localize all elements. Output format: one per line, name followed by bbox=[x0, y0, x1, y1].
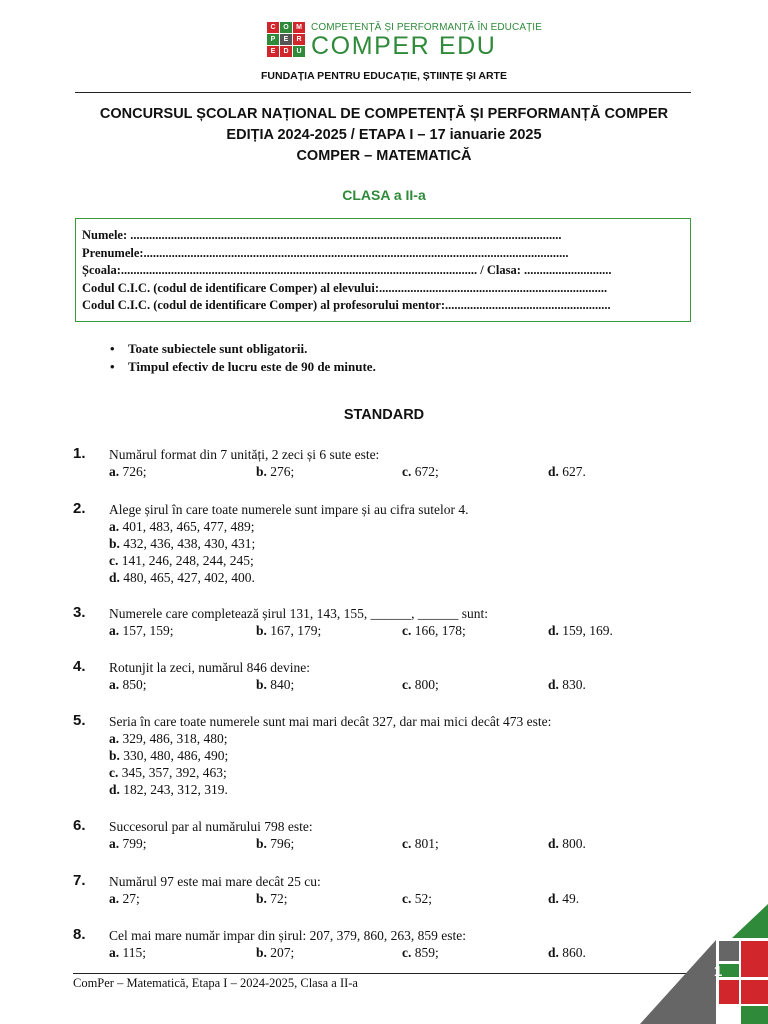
option-b[interactable]: b. 72; bbox=[256, 891, 288, 906]
option-a[interactable]: a. 850; bbox=[109, 677, 147, 692]
corner-gray-triangle bbox=[640, 940, 716, 1024]
class-label: CLASA a II-a bbox=[342, 187, 426, 203]
surname-field[interactable]: Prenumele:........................................................................................................................................ bbox=[82, 245, 569, 260]
logo-tile: M bbox=[293, 22, 305, 33]
question-text: Seria în care toate numerele sunt mai mari decât 327, dar mai mici decât 473 este: bbox=[109, 714, 552, 729]
logo-tile: U bbox=[293, 46, 305, 57]
option-c[interactable]: c. 345, 357, 392, 463; bbox=[109, 765, 227, 780]
question-text: Cel mai mare număr impar din șirul: 207, 379, 860, 263, 859 este: bbox=[109, 928, 466, 943]
answer-options bbox=[109, 676, 669, 693]
question-number: 4. bbox=[73, 658, 86, 675]
footer-divider bbox=[73, 973, 713, 974]
title-line-2: EDIȚIA 2024-2025 / ETAPA I – 17 ianuarie 2025 bbox=[226, 127, 542, 143]
option-c[interactable]: c. 800; bbox=[402, 677, 439, 692]
corner-red-square bbox=[741, 980, 768, 1004]
logo-tile: P bbox=[267, 34, 279, 45]
logo-tile: O bbox=[280, 22, 292, 33]
option-c[interactable]: c. 52; bbox=[402, 891, 433, 906]
option-d[interactable]: d. 627. bbox=[548, 464, 586, 479]
corner-page-badge bbox=[719, 941, 739, 961]
option-a[interactable]: a. 329, 486, 318, 480; bbox=[109, 731, 228, 746]
logo-text bbox=[311, 22, 542, 59]
mentor-code-field[interactable]: Codul C.I.C. (codul de identificare Comper) al profesorului mentor:..................................................... bbox=[82, 298, 611, 313]
rule-item: • Timpul efectiv de lucru este de 90 de minute. bbox=[108, 358, 376, 376]
option-a[interactable]: a. 115; bbox=[109, 945, 146, 960]
logo-tile: D bbox=[280, 46, 292, 57]
corner-green-square bbox=[741, 1006, 768, 1024]
header-divider bbox=[75, 92, 691, 93]
logo-tile: E bbox=[267, 46, 279, 57]
question-number: 5. bbox=[73, 712, 86, 729]
option-d[interactable]: d. 830. bbox=[548, 677, 586, 692]
option-d[interactable]: d. 480, 465, 427, 402, 400. bbox=[109, 570, 255, 585]
option-c[interactable]: c. 859; bbox=[402, 945, 439, 960]
option-c[interactable]: c. 166, 178; bbox=[402, 623, 466, 638]
corner-decoration bbox=[640, 904, 768, 1024]
contest-title bbox=[0, 104, 768, 167]
logo-tile: R bbox=[293, 34, 305, 45]
comper-logo bbox=[267, 22, 542, 59]
option-d[interactable]: d. 49. bbox=[548, 891, 580, 906]
option-c[interactable]: c. 801; bbox=[402, 836, 439, 851]
option-a[interactable]: a. 27; bbox=[109, 891, 140, 906]
option-b[interactable]: b. 796; bbox=[256, 836, 295, 851]
option-a[interactable]: a. 157, 159; bbox=[109, 623, 174, 638]
answer-options bbox=[109, 835, 669, 852]
corner-green-triangle bbox=[732, 904, 768, 938]
option-c[interactable]: c. 672; bbox=[402, 464, 439, 479]
option-b[interactable]: b. 167, 179; bbox=[256, 623, 322, 638]
student-info-form bbox=[75, 218, 691, 322]
question-number: 7. bbox=[73, 872, 86, 889]
option-b[interactable]: b. 207; bbox=[256, 945, 295, 960]
question-text: Numărul 97 este mai mare decât 25 cu: bbox=[109, 874, 321, 889]
title-line-1: CONCURSUL ȘCOLAR NAȚIONAL DE COMPETENȚĂ ȘI PERFORMANȚĂ COMPER bbox=[99, 106, 669, 122]
answer-options bbox=[109, 622, 669, 639]
option-d[interactable]: d. 860. bbox=[548, 945, 586, 960]
section-title: STANDARD bbox=[343, 407, 425, 423]
option-b[interactable]: b. 432, 436, 438, 430, 431; bbox=[109, 536, 256, 551]
logo-tile: E bbox=[280, 34, 292, 45]
answer-options bbox=[109, 518, 255, 586]
answer-options bbox=[109, 730, 228, 798]
name-field[interactable]: Numele: .......................................................................................................................................... bbox=[82, 228, 562, 242]
question-number: 2. bbox=[73, 500, 86, 517]
question-number: 6. bbox=[73, 817, 86, 834]
logo-tile: C bbox=[267, 22, 279, 33]
question-text: Succesorul par al numărului 798 este: bbox=[109, 819, 313, 834]
option-b[interactable]: b. 840; bbox=[256, 677, 295, 692]
title-line-3: COMPER – MATEMATICĂ bbox=[296, 148, 472, 164]
question-text: Numărul format din 7 unități, 2 zeci și 6 sute este: bbox=[109, 447, 380, 462]
page-number: 1 bbox=[713, 963, 723, 980]
option-d[interactable]: d. 159, 169. bbox=[548, 623, 613, 638]
answer-options bbox=[109, 463, 669, 480]
logo-tagline: COMPETENȚĂ ȘI PERFORMANȚĂ ÎN EDUCAȚIE bbox=[311, 22, 542, 33]
answer-options bbox=[109, 944, 669, 961]
option-d[interactable]: d. 800. bbox=[548, 836, 586, 851]
option-c[interactable]: c. 141, 246, 248, 244, 245; bbox=[109, 553, 254, 568]
logo-tile-grid bbox=[267, 22, 305, 57]
school-class-field[interactable]: Școala:.................................................................................................................. / Clasa: ............................ bbox=[82, 263, 612, 278]
corner-red-square bbox=[719, 980, 739, 1004]
answer-options bbox=[109, 890, 669, 907]
option-a[interactable]: a. 799; bbox=[109, 836, 147, 851]
question-text: Numerele care completează șirul 131, 143, 155, ______, ______ sunt: bbox=[109, 606, 489, 621]
student-code-field[interactable]: Codul C.I.C. (codul de identificare Comper) al elevului:......................................................................... bbox=[82, 280, 608, 295]
question-number: 3. bbox=[73, 604, 86, 621]
logo-name: COMPER EDU bbox=[311, 32, 497, 60]
page-footer: ComPer – Matematică, Etapa I – 2024-2025, Clasa a II-a bbox=[73, 976, 358, 990]
foundation-name: FUNDAȚIA PENTRU EDUCAȚIE, ȘTIINȚE ȘI ARTE bbox=[261, 70, 507, 82]
option-a[interactable]: a. 726; bbox=[109, 464, 147, 479]
question-number: 8. bbox=[73, 926, 86, 943]
option-d[interactable]: d. 182, 243, 312, 319. bbox=[109, 782, 228, 797]
option-b[interactable]: b. 330, 480, 486, 490; bbox=[109, 748, 229, 763]
option-a[interactable]: a. 401, 483, 465, 477, 489; bbox=[109, 519, 255, 534]
exam-rules bbox=[108, 340, 376, 376]
option-b[interactable]: b. 276; bbox=[256, 464, 295, 479]
rule-item: • Toate subiectele sunt obligatorii. bbox=[108, 340, 376, 358]
question-text: Alege șirul în care toate numerele sunt impare și au cifra sutelor 4. bbox=[109, 502, 469, 517]
corner-red-square bbox=[741, 941, 768, 977]
question-number: 1. bbox=[73, 445, 86, 462]
question-text: Rotunjit la zeci, numărul 846 devine: bbox=[109, 660, 310, 675]
